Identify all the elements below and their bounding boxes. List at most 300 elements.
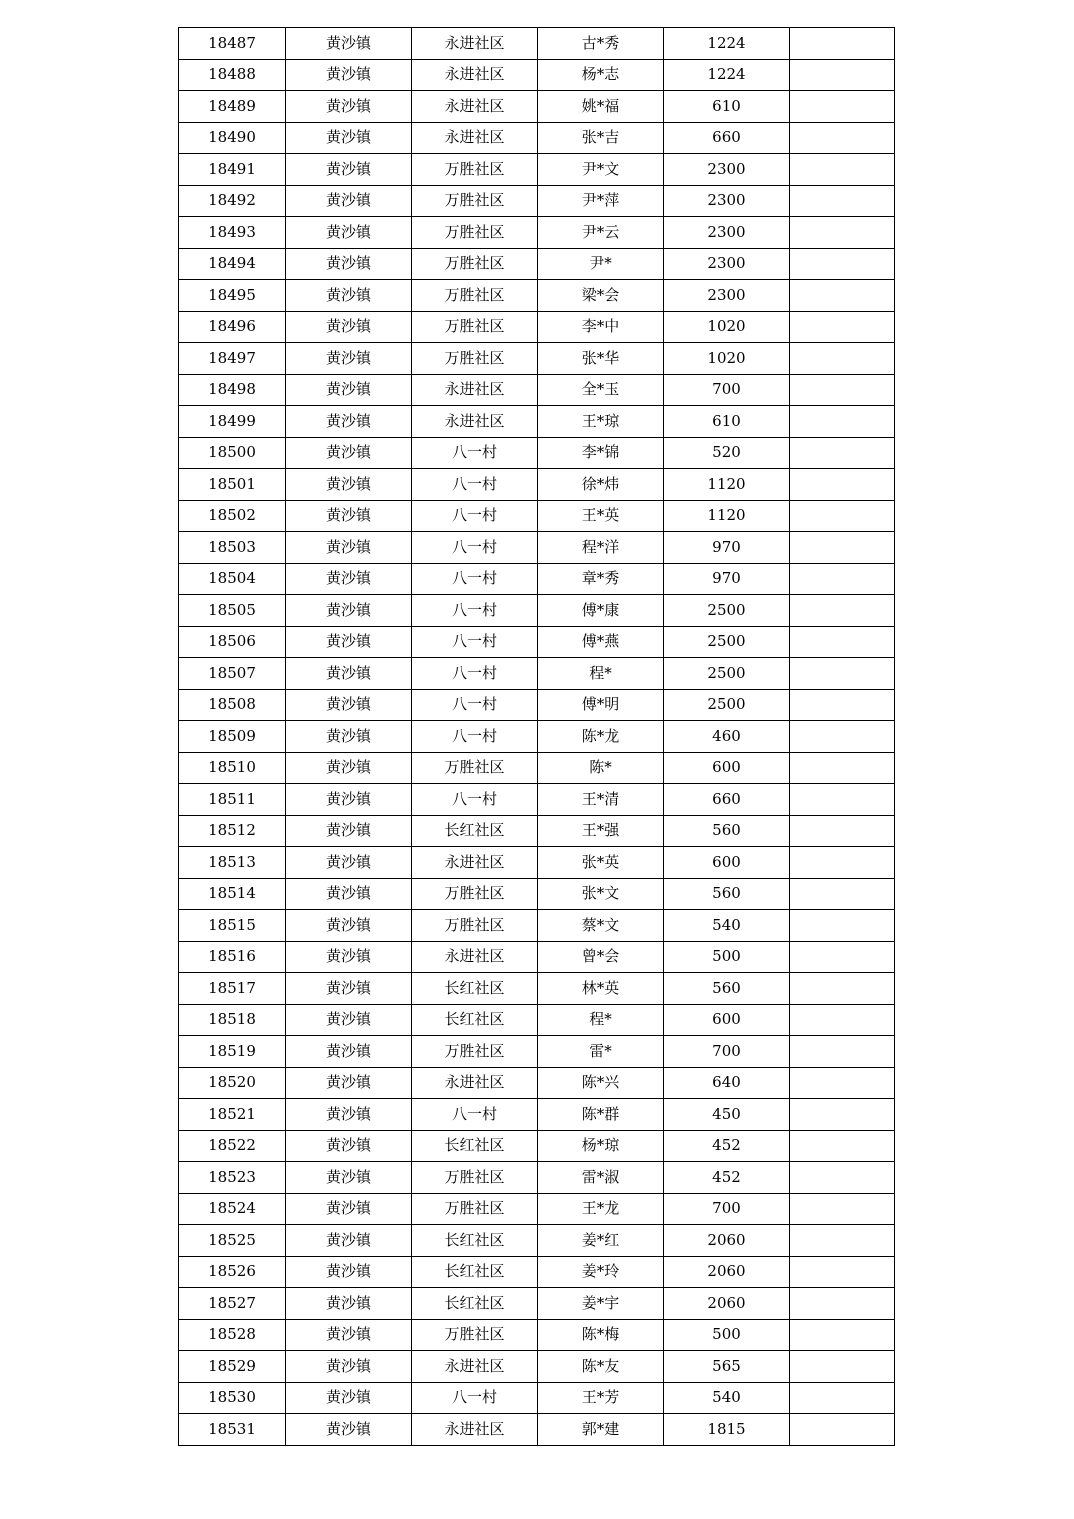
serial-number-cell: 18499	[179, 406, 286, 438]
table-row	[179, 217, 895, 249]
name-cell: 傅*燕	[538, 626, 664, 658]
community-cell: 永进社区	[412, 1414, 538, 1446]
table-row	[179, 1256, 895, 1288]
town-cell: 黄沙镇	[286, 1130, 412, 1162]
remarks-cell	[790, 1130, 895, 1162]
community-cell: 永进社区	[412, 406, 538, 438]
amount-cell: 600	[664, 1004, 790, 1036]
remarks-cell	[790, 59, 895, 91]
community-cell: 万胜社区	[412, 1193, 538, 1225]
serial-number-cell: 18495	[179, 280, 286, 312]
remarks-cell	[790, 1193, 895, 1225]
community-cell: 永进社区	[412, 122, 538, 154]
amount-cell: 2300	[664, 280, 790, 312]
remarks-cell	[790, 1004, 895, 1036]
table-row	[179, 374, 895, 406]
table-row	[179, 1099, 895, 1131]
serial-number-cell: 18488	[179, 59, 286, 91]
name-cell: 曾*会	[538, 941, 664, 973]
table-row	[179, 1382, 895, 1414]
remarks-cell	[790, 910, 895, 942]
serial-number-cell: 18511	[179, 784, 286, 816]
community-cell: 八一村	[412, 626, 538, 658]
table-row	[179, 626, 895, 658]
community-cell: 永进社区	[412, 28, 538, 60]
community-cell: 万胜社区	[412, 185, 538, 217]
community-cell: 万胜社区	[412, 154, 538, 186]
name-cell: 郭*建	[538, 1414, 664, 1446]
community-cell: 永进社区	[412, 91, 538, 123]
remarks-cell	[790, 217, 895, 249]
community-cell: 长红社区	[412, 1130, 538, 1162]
table-row	[179, 1004, 895, 1036]
community-cell: 永进社区	[412, 941, 538, 973]
amount-cell: 1224	[664, 59, 790, 91]
remarks-cell	[790, 91, 895, 123]
remarks-cell	[790, 689, 895, 721]
town-cell: 黄沙镇	[286, 1193, 412, 1225]
serial-number-cell: 18517	[179, 973, 286, 1005]
remarks-cell	[790, 784, 895, 816]
table-row	[179, 689, 895, 721]
name-cell: 王*琼	[538, 406, 664, 438]
community-cell: 八一村	[412, 532, 538, 564]
community-cell: 永进社区	[412, 1067, 538, 1099]
town-cell: 黄沙镇	[286, 406, 412, 438]
town-cell: 黄沙镇	[286, 437, 412, 469]
table-row	[179, 1036, 895, 1068]
amount-cell: 700	[664, 374, 790, 406]
remarks-cell	[790, 563, 895, 595]
table-row	[179, 532, 895, 564]
amount-cell: 1020	[664, 311, 790, 343]
name-cell: 古*秀	[538, 28, 664, 60]
remarks-cell	[790, 1288, 895, 1320]
community-cell: 万胜社区	[412, 248, 538, 280]
amount-cell: 560	[664, 878, 790, 910]
serial-number-cell: 18505	[179, 595, 286, 627]
serial-number-cell: 18510	[179, 752, 286, 784]
serial-number-cell: 18530	[179, 1382, 286, 1414]
serial-number-cell: 18496	[179, 311, 286, 343]
name-cell: 王*龙	[538, 1193, 664, 1225]
amount-cell: 610	[664, 406, 790, 438]
table-row	[179, 185, 895, 217]
community-cell: 八一村	[412, 721, 538, 753]
serial-number-cell: 18508	[179, 689, 286, 721]
amount-cell: 2060	[664, 1256, 790, 1288]
town-cell: 黄沙镇	[286, 500, 412, 532]
town-cell: 黄沙镇	[286, 154, 412, 186]
serial-number-cell: 18525	[179, 1225, 286, 1257]
serial-number-cell: 18523	[179, 1162, 286, 1194]
town-cell: 黄沙镇	[286, 626, 412, 658]
name-cell: 王*清	[538, 784, 664, 816]
remarks-cell	[790, 752, 895, 784]
town-cell: 黄沙镇	[286, 815, 412, 847]
town-cell: 黄沙镇	[286, 910, 412, 942]
serial-number-cell: 18492	[179, 185, 286, 217]
table-row	[179, 878, 895, 910]
town-cell: 黄沙镇	[286, 1382, 412, 1414]
table-row	[179, 815, 895, 847]
table-row	[179, 1162, 895, 1194]
remarks-cell	[790, 815, 895, 847]
community-cell: 万胜社区	[412, 217, 538, 249]
amount-cell: 565	[664, 1351, 790, 1383]
table-row	[179, 500, 895, 532]
serial-number-cell: 18487	[179, 28, 286, 60]
serial-number-cell: 18502	[179, 500, 286, 532]
serial-number-cell: 18527	[179, 1288, 286, 1320]
name-cell: 尹*文	[538, 154, 664, 186]
amount-cell: 540	[664, 1382, 790, 1414]
remarks-cell	[790, 626, 895, 658]
remarks-cell	[790, 721, 895, 753]
name-cell: 杨*琼	[538, 1130, 664, 1162]
amount-cell: 2500	[664, 658, 790, 690]
town-cell: 黄沙镇	[286, 122, 412, 154]
town-cell: 黄沙镇	[286, 689, 412, 721]
remarks-cell	[790, 847, 895, 879]
remarks-cell	[790, 28, 895, 60]
amount-cell: 540	[664, 910, 790, 942]
amount-cell: 560	[664, 815, 790, 847]
community-cell: 长红社区	[412, 1225, 538, 1257]
name-cell: 姜*红	[538, 1225, 664, 1257]
name-cell: 蔡*文	[538, 910, 664, 942]
serial-number-cell: 18498	[179, 374, 286, 406]
remarks-cell	[790, 280, 895, 312]
amount-cell: 610	[664, 91, 790, 123]
table-row	[179, 1067, 895, 1099]
name-cell: 章*秀	[538, 563, 664, 595]
remarks-cell	[790, 1036, 895, 1068]
community-cell: 八一村	[412, 658, 538, 690]
amount-cell: 450	[664, 1099, 790, 1131]
name-cell: 傅*康	[538, 595, 664, 627]
name-cell: 陈*龙	[538, 721, 664, 753]
roster-table-body	[179, 28, 895, 1446]
amount-cell: 970	[664, 532, 790, 564]
name-cell: 尹*	[538, 248, 664, 280]
roster-table	[178, 27, 895, 1446]
town-cell: 黄沙镇	[286, 217, 412, 249]
serial-number-cell: 18518	[179, 1004, 286, 1036]
table-row	[179, 784, 895, 816]
amount-cell: 460	[664, 721, 790, 753]
name-cell: 王*英	[538, 500, 664, 532]
community-cell: 八一村	[412, 595, 538, 627]
town-cell: 黄沙镇	[286, 374, 412, 406]
name-cell: 张*华	[538, 343, 664, 375]
amount-cell: 500	[664, 1319, 790, 1351]
community-cell: 永进社区	[412, 374, 538, 406]
town-cell: 黄沙镇	[286, 1351, 412, 1383]
remarks-cell	[790, 374, 895, 406]
town-cell: 黄沙镇	[286, 941, 412, 973]
name-cell: 姚*福	[538, 91, 664, 123]
table-row	[179, 1319, 895, 1351]
community-cell: 八一村	[412, 784, 538, 816]
amount-cell: 700	[664, 1193, 790, 1225]
community-cell: 八一村	[412, 1382, 538, 1414]
name-cell: 陈*友	[538, 1351, 664, 1383]
town-cell: 黄沙镇	[286, 752, 412, 784]
serial-number-cell: 18514	[179, 878, 286, 910]
community-cell: 八一村	[412, 469, 538, 501]
serial-number-cell: 18513	[179, 847, 286, 879]
amount-cell: 500	[664, 941, 790, 973]
town-cell: 黄沙镇	[286, 1004, 412, 1036]
town-cell: 黄沙镇	[286, 563, 412, 595]
table-row	[179, 28, 895, 60]
remarks-cell	[790, 122, 895, 154]
community-cell: 永进社区	[412, 847, 538, 879]
amount-cell: 1224	[664, 28, 790, 60]
amount-cell: 2300	[664, 248, 790, 280]
table-row	[179, 59, 895, 91]
community-cell: 长红社区	[412, 973, 538, 1005]
amount-cell: 1815	[664, 1414, 790, 1446]
serial-number-cell: 18493	[179, 217, 286, 249]
community-cell: 永进社区	[412, 59, 538, 91]
table-row	[179, 973, 895, 1005]
community-cell: 万胜社区	[412, 1162, 538, 1194]
serial-number-cell: 18524	[179, 1193, 286, 1225]
town-cell: 黄沙镇	[286, 1414, 412, 1446]
remarks-cell	[790, 1319, 895, 1351]
town-cell: 黄沙镇	[286, 28, 412, 60]
name-cell: 姜*宇	[538, 1288, 664, 1320]
community-cell: 万胜社区	[412, 1319, 538, 1351]
remarks-cell	[790, 406, 895, 438]
town-cell: 黄沙镇	[286, 280, 412, 312]
name-cell: 王*芳	[538, 1382, 664, 1414]
town-cell: 黄沙镇	[286, 1256, 412, 1288]
name-cell: 陈*	[538, 752, 664, 784]
town-cell: 黄沙镇	[286, 878, 412, 910]
serial-number-cell: 18509	[179, 721, 286, 753]
serial-number-cell: 18494	[179, 248, 286, 280]
table-row	[179, 122, 895, 154]
name-cell: 陈*梅	[538, 1319, 664, 1351]
name-cell: 张*英	[538, 847, 664, 879]
community-cell: 万胜社区	[412, 752, 538, 784]
amount-cell: 2500	[664, 689, 790, 721]
name-cell: 梁*会	[538, 280, 664, 312]
remarks-cell	[790, 595, 895, 627]
remarks-cell	[790, 532, 895, 564]
serial-number-cell: 18512	[179, 815, 286, 847]
table-row	[179, 658, 895, 690]
amount-cell: 452	[664, 1162, 790, 1194]
serial-number-cell: 18520	[179, 1067, 286, 1099]
town-cell: 黄沙镇	[286, 532, 412, 564]
name-cell: 姜*玲	[538, 1256, 664, 1288]
amount-cell: 600	[664, 752, 790, 784]
serial-number-cell: 18515	[179, 910, 286, 942]
amount-cell: 452	[664, 1130, 790, 1162]
table-row	[179, 248, 895, 280]
serial-number-cell: 18489	[179, 91, 286, 123]
amount-cell: 2300	[664, 185, 790, 217]
town-cell: 黄沙镇	[286, 658, 412, 690]
name-cell: 王*强	[538, 815, 664, 847]
community-cell: 永进社区	[412, 1351, 538, 1383]
name-cell: 陈*兴	[538, 1067, 664, 1099]
remarks-cell	[790, 973, 895, 1005]
table-row	[179, 280, 895, 312]
serial-number-cell: 18516	[179, 941, 286, 973]
remarks-cell	[790, 658, 895, 690]
name-cell: 徐*炜	[538, 469, 664, 501]
amount-cell: 660	[664, 122, 790, 154]
serial-number-cell: 18522	[179, 1130, 286, 1162]
remarks-cell	[790, 1067, 895, 1099]
remarks-cell	[790, 469, 895, 501]
community-cell: 八一村	[412, 1099, 538, 1131]
community-cell: 长红社区	[412, 815, 538, 847]
name-cell: 雷*	[538, 1036, 664, 1068]
remarks-cell	[790, 185, 895, 217]
table-row	[179, 595, 895, 627]
remarks-cell	[790, 1162, 895, 1194]
remarks-cell	[790, 437, 895, 469]
table-row	[179, 311, 895, 343]
town-cell: 黄沙镇	[286, 1319, 412, 1351]
town-cell: 黄沙镇	[286, 784, 412, 816]
community-cell: 万胜社区	[412, 878, 538, 910]
table-row	[179, 1351, 895, 1383]
remarks-cell	[790, 878, 895, 910]
community-cell: 八一村	[412, 689, 538, 721]
name-cell: 尹*云	[538, 217, 664, 249]
amount-cell: 520	[664, 437, 790, 469]
roster-table-container	[178, 27, 895, 1446]
amount-cell: 1120	[664, 500, 790, 532]
town-cell: 黄沙镇	[286, 1225, 412, 1257]
amount-cell: 1120	[664, 469, 790, 501]
amount-cell: 2500	[664, 595, 790, 627]
name-cell: 程*	[538, 658, 664, 690]
name-cell: 张*文	[538, 878, 664, 910]
serial-number-cell: 18491	[179, 154, 286, 186]
name-cell: 李*中	[538, 311, 664, 343]
amount-cell: 660	[664, 784, 790, 816]
serial-number-cell: 18528	[179, 1319, 286, 1351]
table-row	[179, 437, 895, 469]
town-cell: 黄沙镇	[286, 248, 412, 280]
remarks-cell	[790, 1382, 895, 1414]
town-cell: 黄沙镇	[286, 311, 412, 343]
community-cell: 万胜社区	[412, 1036, 538, 1068]
amount-cell: 2060	[664, 1288, 790, 1320]
serial-number-cell: 18504	[179, 563, 286, 595]
serial-number-cell: 18497	[179, 343, 286, 375]
serial-number-cell: 18490	[179, 122, 286, 154]
table-row	[179, 343, 895, 375]
town-cell: 黄沙镇	[286, 1288, 412, 1320]
community-cell: 长红社区	[412, 1256, 538, 1288]
amount-cell: 1020	[664, 343, 790, 375]
town-cell: 黄沙镇	[286, 343, 412, 375]
town-cell: 黄沙镇	[286, 1099, 412, 1131]
table-row	[179, 910, 895, 942]
community-cell: 万胜社区	[412, 280, 538, 312]
remarks-cell	[790, 500, 895, 532]
amount-cell: 2060	[664, 1225, 790, 1257]
name-cell: 陈*群	[538, 1099, 664, 1131]
community-cell: 八一村	[412, 437, 538, 469]
name-cell: 林*英	[538, 973, 664, 1005]
town-cell: 黄沙镇	[286, 59, 412, 91]
table-row	[179, 1225, 895, 1257]
community-cell: 长红社区	[412, 1288, 538, 1320]
remarks-cell	[790, 248, 895, 280]
table-row	[179, 1193, 895, 1225]
serial-number-cell: 18503	[179, 532, 286, 564]
community-cell: 八一村	[412, 563, 538, 595]
name-cell: 程*	[538, 1004, 664, 1036]
table-row	[179, 752, 895, 784]
town-cell: 黄沙镇	[286, 91, 412, 123]
name-cell: 傅*明	[538, 689, 664, 721]
amount-cell: 560	[664, 973, 790, 1005]
name-cell: 杨*志	[538, 59, 664, 91]
town-cell: 黄沙镇	[286, 469, 412, 501]
town-cell: 黄沙镇	[286, 721, 412, 753]
table-row	[179, 721, 895, 753]
serial-number-cell: 18519	[179, 1036, 286, 1068]
table-row	[179, 847, 895, 879]
community-cell: 万胜社区	[412, 343, 538, 375]
town-cell: 黄沙镇	[286, 1036, 412, 1068]
serial-number-cell: 18500	[179, 437, 286, 469]
serial-number-cell: 18506	[179, 626, 286, 658]
amount-cell: 700	[664, 1036, 790, 1068]
table-row	[179, 563, 895, 595]
community-cell: 万胜社区	[412, 311, 538, 343]
table-row	[179, 941, 895, 973]
town-cell: 黄沙镇	[286, 595, 412, 627]
serial-number-cell: 18521	[179, 1099, 286, 1131]
amount-cell: 2300	[664, 154, 790, 186]
remarks-cell	[790, 154, 895, 186]
remarks-cell	[790, 1225, 895, 1257]
name-cell: 全*玉	[538, 374, 664, 406]
town-cell: 黄沙镇	[286, 1067, 412, 1099]
amount-cell: 640	[664, 1067, 790, 1099]
name-cell: 李*锦	[538, 437, 664, 469]
table-row	[179, 469, 895, 501]
name-cell: 张*吉	[538, 122, 664, 154]
name-cell: 雷*淑	[538, 1162, 664, 1194]
serial-number-cell: 18529	[179, 1351, 286, 1383]
name-cell: 程*洋	[538, 532, 664, 564]
community-cell: 八一村	[412, 500, 538, 532]
serial-number-cell: 18526	[179, 1256, 286, 1288]
amount-cell: 970	[664, 563, 790, 595]
remarks-cell	[790, 1099, 895, 1131]
table-row	[179, 1288, 895, 1320]
town-cell: 黄沙镇	[286, 847, 412, 879]
table-row	[179, 154, 895, 186]
remarks-cell	[790, 311, 895, 343]
remarks-cell	[790, 941, 895, 973]
name-cell: 尹*萍	[538, 185, 664, 217]
remarks-cell	[790, 343, 895, 375]
